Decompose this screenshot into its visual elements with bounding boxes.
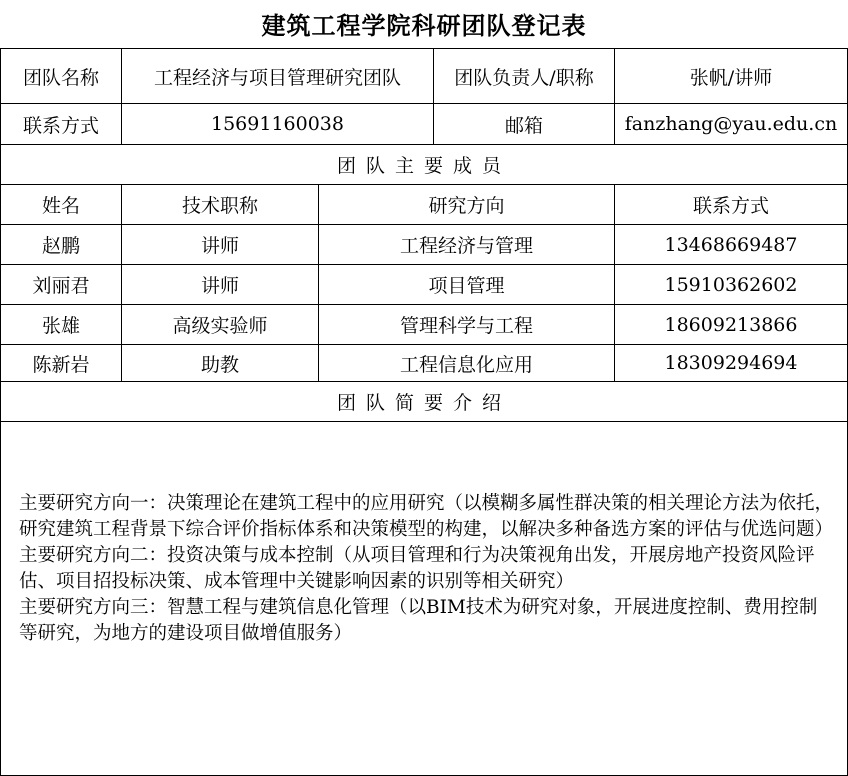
header-contact: 联系方式: [692, 195, 769, 217]
member-title: 助教: [122, 345, 319, 381]
team-name-label: 团队名称: [1, 49, 122, 103]
header-direction: 研究方向: [319, 185, 615, 224]
leader-label: 团队负责人/职称: [434, 49, 615, 103]
header-name: 姓名: [1, 185, 122, 224]
team-info-row: [1, 49, 847, 104]
page-title: 建筑工程学院科研团队登记表: [261, 12, 587, 40]
member-title: 高级实验师: [122, 305, 319, 344]
members-header-row: [1, 185, 847, 225]
contact-label: 联系方式: [1, 104, 122, 144]
member-title: 讲师: [122, 225, 319, 264]
member-direction: 项目管理: [319, 265, 615, 304]
research-direction-2: 主要研究方向二：投资决策与成本控制（从项目管理和行为决策视角出发，开展房地产投资风险评估、项目招投标决策、成本管理中关键影响因素的识别等相关研究）: [19, 545, 815, 592]
table-row: [1, 225, 847, 265]
member-name: 刘丽君: [1, 265, 122, 304]
intro-section-title: 团队简要介绍: [336, 392, 511, 414]
header-title: 技术职称: [122, 185, 319, 224]
member-direction: 管理科学与工程: [319, 305, 615, 344]
intro-content: [1, 422, 847, 775]
member-name: 赵鹏: [1, 225, 122, 264]
research-direction-3: 主要研究方向三：智慧工程与建筑信息化管理（以BIM技术为研究对象，开展进度控制、费用控制等研究，为地方的建设项目做增值服务）: [19, 597, 818, 644]
member-phone: 15910362602: [664, 273, 798, 296]
table-row: [1, 265, 847, 305]
contact-value: 15691160038: [122, 104, 434, 144]
registration-table: [0, 48, 848, 776]
members-section-row: [1, 145, 847, 185]
members-section-title: 团队主要成员: [336, 155, 511, 177]
email-label: 邮箱: [434, 104, 615, 144]
contact-row: [1, 104, 847, 145]
member-phone: 18309294694: [664, 352, 798, 374]
team-name-value: 工程经济与项目管理研究团队: [122, 49, 434, 103]
intro-section-row: [1, 382, 847, 422]
table-row: [1, 305, 847, 345]
member-title: 讲师: [122, 265, 319, 304]
table-row: [1, 345, 847, 382]
member-direction: 工程信息化应用: [319, 345, 615, 381]
email-value: fanzhang@yau.edu.cn: [624, 113, 838, 135]
research-direction-1: 主要研究方向一：决策理论在建筑工程中的应用研究（以模糊多属性群决策的相关理论方法为依托，研究建筑工程背景下综合评价指标体系和决策模型的构建，以解决多种备选方案的评估与优选问题）: [19, 493, 834, 540]
member-phone: 18609213866: [664, 313, 798, 336]
member-direction: 工程经济与管理: [319, 225, 615, 264]
member-name: 张雄: [1, 305, 122, 344]
leader-value: 张帆/讲师: [689, 66, 773, 89]
member-name: 陈新岩: [1, 345, 122, 381]
member-phone: 13468669487: [664, 233, 798, 256]
intro-text: [19, 491, 835, 647]
